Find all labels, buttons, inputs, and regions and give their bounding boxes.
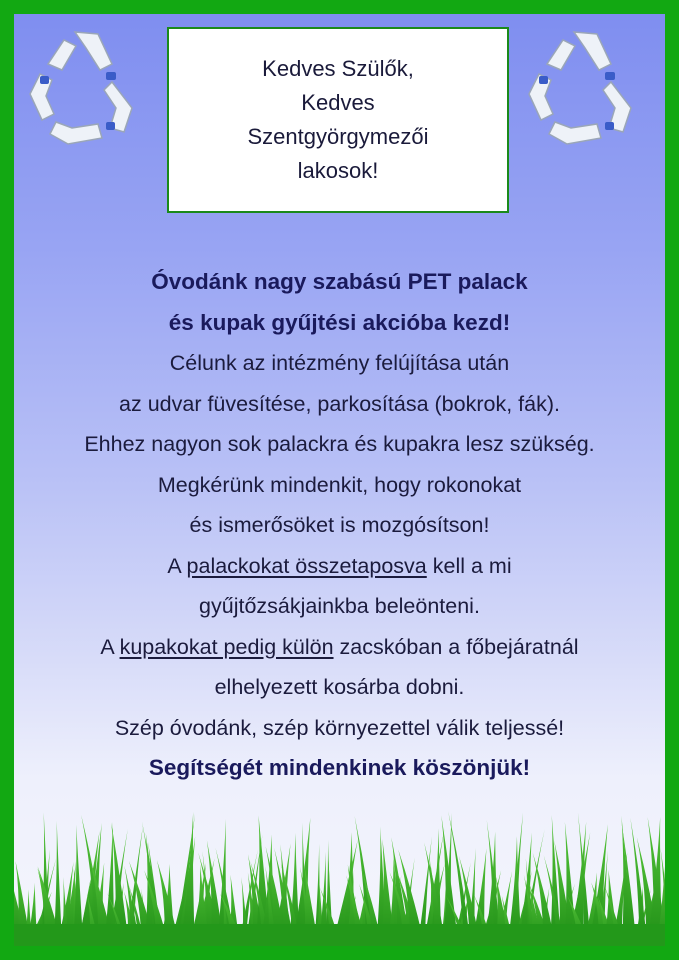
closing-line: Segítségét mindenkinek köszönjük! [148,755,531,780]
body-line: és ismerősöket is mozgósítson! [189,513,490,537]
grass-illustration [14,806,665,946]
body-line: Megkérünk mindenkit, hogy rokonokat [157,472,522,497]
body-line: elhelyezett kosárba dobni. [214,675,465,699]
body-line: Szép óvodánk, szép környezettel válik teljessé! [114,715,565,740]
greeting-line: Kedves [301,90,375,115]
body-text: zacskóban a főbejáratnál [333,634,579,659]
recycle-bottles-icon [20,24,150,154]
body-line [14,546,665,587]
body-text: A [167,553,187,578]
headline-line: Óvodánk nagy szabású PET palack [151,269,528,294]
announcement-text [14,262,665,789]
greeting-line: lakosok! [297,158,379,183]
body-line [14,627,665,668]
body-line: Ehhez nagyon sok palackra és kupakra lesz szükség. [84,432,595,456]
body-line: Célunk az intézmény felújítása után [169,351,510,375]
body-line: gyűjtőzsákjainkba beleönteni. [199,594,480,618]
headline-line: és kupak gyűjtési akcióba kezd! [168,309,511,335]
greeting-line: Kedves Szülők, [262,56,414,81]
greeting-box [167,27,509,213]
body-line: az udvar füvesítése, parkosítása (bokrok, fák). [119,391,560,416]
underlined-text: kupakokat pedig külön [119,634,334,659]
greeting-line: Szentgyörgymezői [247,124,429,149]
body-text: kell a mi [426,553,512,578]
body-text: A [100,634,120,659]
poster-canvas [14,14,665,946]
underlined-text: palackokat összetaposva [186,553,427,578]
recycle-bottles-icon [519,24,649,154]
